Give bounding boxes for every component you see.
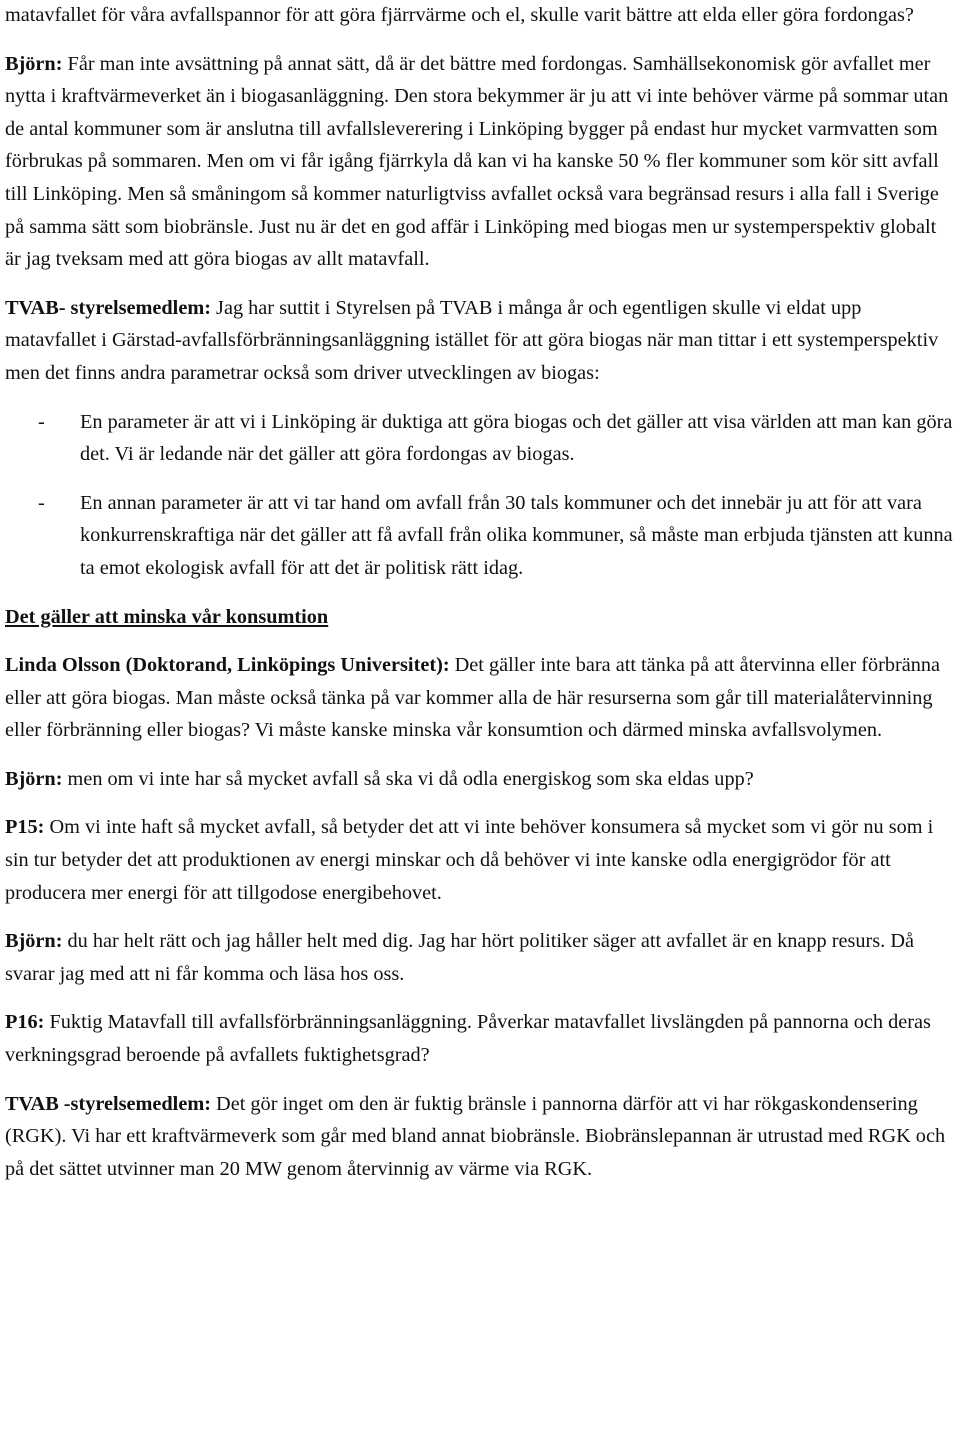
paragraph-text: Får man inte avsättning på annat sätt, då är det bättre med fordongas. Samhällsekonomisk gör avfallet mer nytta i kraftvärmeverket än i biogasanläggning. Den stora bekymmer är ju att vi inte behöver värme på sommar utan de antal kommuner som är anslutna till avfallsleverering i Linköping bygger på endast hur mycket varmvatten som förbrukas på sommaren. Men om vi får igång fjärrkyla då kan vi ha kanske 50 % fler kommuner som kör sitt avfall till Linköping. Men så småningom så kommer naturligtviss avfallet också vara begränsad resurs i alla fall i Sverige på samma sätt som biobränsle. Just nu är det en god affär i Linköping med biogas men ur systemperspektiv globalt är jag tveksam med att göra biogas av allt matavfall.	[5, 52, 949, 271]
list-item-text: En annan parameter är att vi tar hand om avfall från 30 tals kommuner och det innebär ju att för att vara konkurrenskraftiga när det gäller att få avfall från olika kommuner, så måste man erbjuda tjänsten att kunna ta emot ekologisk avfall för att det är politisk rätt idag.	[80, 491, 953, 579]
speaker-label: P16:	[5, 1011, 45, 1034]
paragraph-tvab-2	[5, 1088, 957, 1186]
paragraph-text: Det gäller inte bara att tänka på att återvinna eller förbränna eller att göra biogas. Man måste också tänka på var kommer alla de här resurserna som går till materialåtervinning eller förbränning eller biogas? Vi måste kanske minska vår konsumtion och därmed minska avfallsvolymen.	[5, 654, 941, 742]
speaker-label: TVAB -styrelsemedlem:	[5, 1092, 211, 1115]
speaker-label: P15:	[5, 816, 45, 839]
paragraph-linda	[5, 649, 957, 747]
speaker-label: TVAB- styrelsemedlem:	[5, 296, 211, 319]
paragraph-text: Om vi inte haft så mycket avfall, så betyder det att vi inte behöver konsumera så mycket som vi gör nu som i sin tur betyder det att produktionen av energi minskar och då behöver vi inte kanske odla energigrödor för att producera mer energi för att tillgodose energibehovet.	[5, 816, 934, 904]
paragraph-text: men om vi inte har så mycket avfall så ska vi då odla energiskog som ska eldas upp?	[62, 767, 754, 790]
paragraph-tvab-1	[5, 292, 957, 390]
paragraph-bjorn-3	[5, 925, 957, 990]
paragraph-continuation	[5, 0, 957, 32]
paragraph-p15	[5, 811, 957, 909]
list-item-text: En parameter är att vi i Linköping är duktiga att göra biogas och det gäller att visa världen att man kan göra det. Vi är ledande när det gäller att göra fordongas av biogas.	[80, 410, 953, 466]
list-dash: -	[38, 491, 45, 514]
paragraph-bjorn-1	[5, 48, 957, 276]
section-heading: Det gäller att minska vår konsumtion	[5, 605, 329, 628]
speaker-label: Björn:	[5, 52, 63, 75]
list-item	[5, 406, 957, 471]
paragraph-text: Jag har suttit i Styrelsen på TVAB i många år och egentligen skulle vi eldat upp matavfallet i Gärstad-avfallsförbränningsanläggning istället för att göra biogas när man tittar i ett systemperspektiv men det finns andra parametrar också som driver utvecklingen av biogas:	[5, 296, 939, 384]
paragraph-p16	[5, 1006, 957, 1071]
speaker-label: Björn:	[5, 930, 63, 953]
paragraph-text: du har helt rätt och jag håller helt med dig. Jag har hört politiker säger att avfallet är en knapp resurs. Då svarar jag med att ni får komma och läsa hos oss.	[5, 930, 914, 985]
list-dash: -	[38, 410, 45, 433]
speaker-label: Björn:	[5, 767, 63, 790]
paragraph-text: Det gör inget om den är fuktig bränsle i pannorna därför att vi har rökgaskondensering (RGK). Vi har ett kraftvärmeverk som går med bland annat biobränsle. Biobränslepannan är utrustad med RGK och på det sättet utvinner man 20 MW genom återvinnig av värme via RGK.	[5, 1092, 946, 1180]
paragraph-text: Fuktig Matavfall till avfallsförbränningsanläggning. Påverkar matavfallet livslängden på pannorna och deras verkningsgrad beroende på avfallets fuktighetsgrad?	[5, 1011, 931, 1067]
paragraph-text: matavfallet för våra avfallspannor för att göra fjärrvärme och el, skulle varit bättre att elda eller göra fordongas?	[5, 4, 914, 26]
speaker-label: Linda Olsson (Doktorand, Linköpings Universitet):	[5, 654, 450, 677]
list-item	[5, 487, 957, 585]
document-page	[5, 0, 957, 1185]
paragraph-bjorn-2	[5, 763, 957, 796]
